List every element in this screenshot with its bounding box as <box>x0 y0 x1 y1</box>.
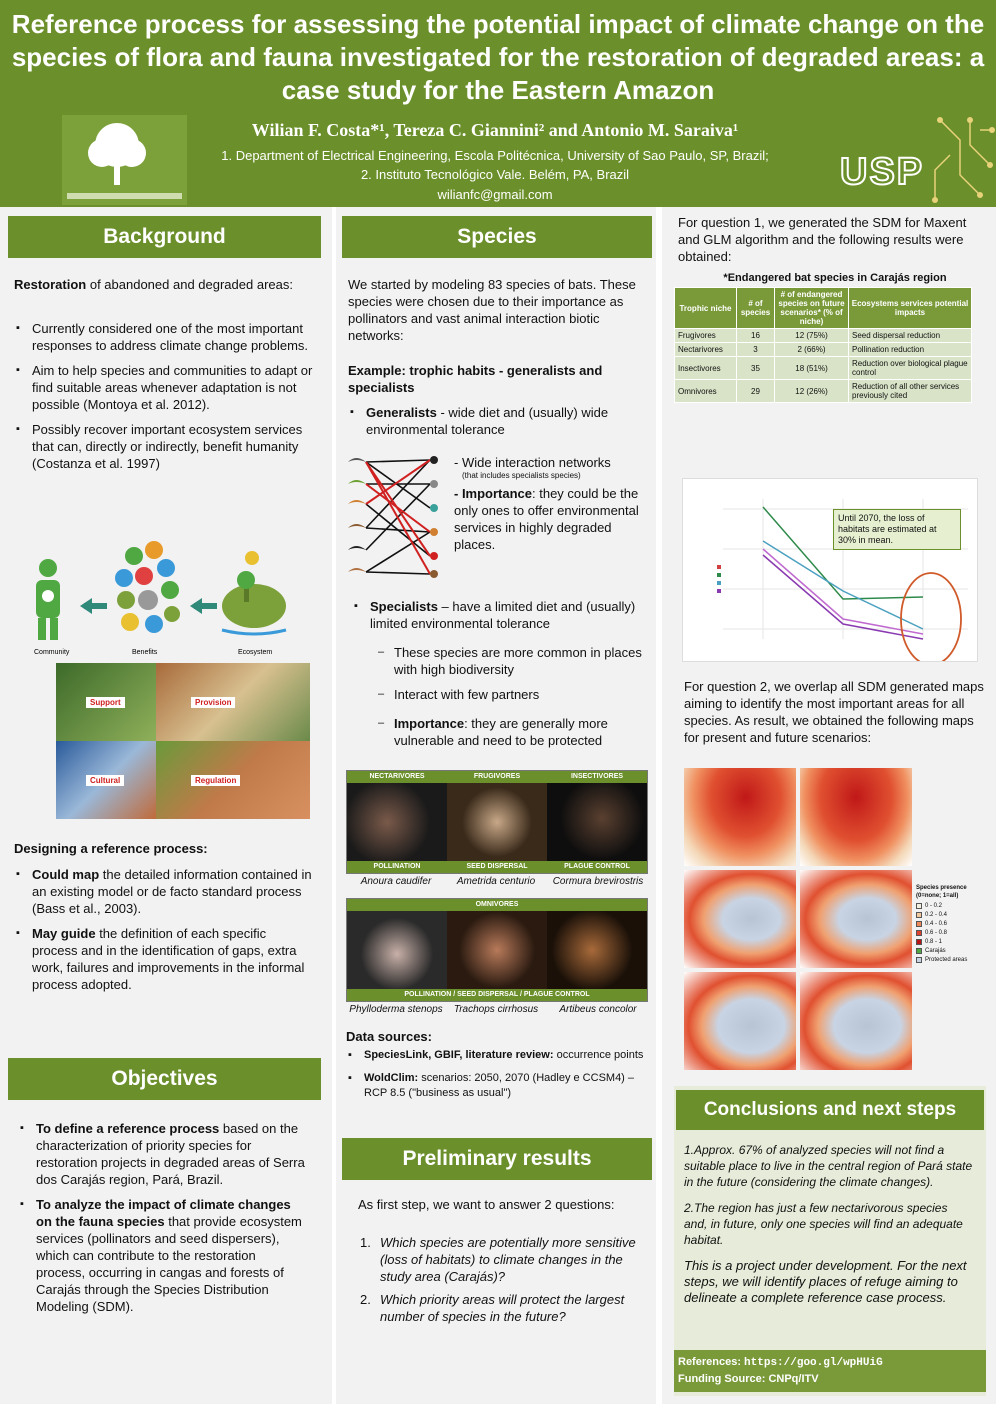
chart-legend <box>717 565 721 593</box>
affiliation-2: 2. Instituto Tecnológico Vale. Belém, PA, Brazil <box>360 167 630 182</box>
sdm-map-2070-maxent <box>684 972 796 1070</box>
conclusions-closing: This is a project under development. For the next steps, we will identify places of refuge aiming to delineate a complete reference case process. <box>684 1258 967 1305</box>
list-item: ▪ To define a reference process based on the characterization of priority species for restoration projects in degraded areas of Serra dos Carajás region, Pará, Brazil. <box>18 1120 308 1188</box>
preliminary-questions <box>360 1234 648 1325</box>
sdm-map-2050-maxent <box>684 870 796 968</box>
list-item: ▪ Generalists - wide diet and (usually) wide environmental tolerance <box>348 404 648 438</box>
legend-label: 0.2 - 0.4 <box>925 912 948 918</box>
list-item: ▪ Currently considered one of the most important responses to address climate change problems. <box>14 320 314 354</box>
ecosystem-services-diagram <box>22 538 292 658</box>
legend-swatch <box>916 912 922 918</box>
network-description: - Wide interaction networks (that includes specialists species) - Importance: they could be the only ones to offer environmental services in highly degraded places. <box>454 455 639 552</box>
list-item: ▪ WoldClim: scenarios: 2050, 2070 (Hadley e CCSM4) – RCP 8.5 ("business as usual") <box>346 1071 646 1101</box>
sdm-map-present-maxent <box>684 768 796 866</box>
table-row: Nectarivores 3 2 (66%) Pollination reduction <box>675 343 972 357</box>
specialists-sub-bullets <box>376 644 648 757</box>
legend-swatch <box>916 939 922 945</box>
affiliation-1: 1. Department of Electrical Engineering, Escola Politécnica, University of Sao Paulo, SP, Brazil; <box>221 148 769 163</box>
list-item: ▪ Possibly recover important ecosystem services that can, directly or indirectly, benefit humanity (Costanza et al. 1997) <box>14 421 314 472</box>
preliminary-results-heading: Preliminary results <box>342 1138 652 1180</box>
circuit-decoration-icon <box>930 115 996 205</box>
objectives-bullets <box>18 1120 308 1323</box>
legend-label: 0.6 - 0.8 <box>925 930 948 936</box>
background-intro: Restoration of abandoned and degraded areas: <box>14 277 293 292</box>
caption-phylloderma: Phylloderma stenops <box>349 1004 443 1015</box>
table-title: *Endangered bat species in Carajás region <box>723 272 947 284</box>
caption-artibeus: Artibeus concolor <box>559 1004 637 1015</box>
references-link[interactable]: https://goo.gl/wpHUiG <box>744 1357 883 1369</box>
bat-photo-phylloderma <box>347 911 447 989</box>
map-legend: Species presence (0=none; 1=all) 0 - 0.2 0.2 - 0.4 0.4 - 0.6 0.6 - 0.8 0.8 - 1 Carajás Protected areas <box>916 884 992 965</box>
poster-title: Reference process for assessing the potential impact of climate change on the species of flora and fauna investigated for the restoration of degraded areas: a case study for the Eastern Amazon <box>11 9 985 105</box>
sdm-map-2070-glm <box>800 972 912 1070</box>
mosaic-label-support: Support <box>86 697 125 708</box>
generalists-bullet <box>348 404 648 446</box>
chart-callout: Until 2070, the loss of habitats are estimated at 30% in mean. <box>833 509 961 550</box>
diagram-label-benefits: Benefits <box>132 649 158 656</box>
specialists-bullet <box>352 598 648 640</box>
table-row: Omnivores 29 12 (26%) Reduction of all other services previously cited <box>675 380 972 403</box>
mosaic-label-cultural: Cultural <box>86 775 124 786</box>
bat-photo-anoura <box>347 783 447 861</box>
caption-ametrida: Ametrida centurio <box>456 876 536 887</box>
question-1-text: For question 1, we generated the SDM for Maxent and GLM algorithm and the following results were obtained: <box>678 215 967 264</box>
ecosystem-services-mosaic <box>56 663 310 819</box>
list-item: 1.Approx. 67% of analyzed species will not find a suitable place to live in the central region of Pará state in the future (considering the climate changes). <box>684 1143 973 1189</box>
list-item: 2. Which priority areas will protect the largest number of species in the future? <box>360 1292 625 1324</box>
legend-item <box>916 920 992 928</box>
list-item: 1. Which species are potentially more sensitive (loss of habitats) to climate changes in the study area (Carajás)? <box>360 1235 636 1284</box>
plant-icons <box>430 456 438 578</box>
legend-swatch <box>916 930 922 936</box>
legend-item <box>916 911 992 919</box>
list-item: 2.The region has just a few nectarivorous species and, in future, only one species will find an adequate habitat. <box>684 1201 963 1247</box>
habitat-loss-chart <box>682 478 978 662</box>
list-item: – Interact with few partners <box>376 686 648 703</box>
legend-item <box>916 938 992 946</box>
legend-swatch <box>916 921 922 927</box>
preliminary-intro: As first step, we want to answer 2 questions: <box>358 1197 615 1212</box>
legend-label: Protected areas <box>925 957 968 963</box>
designing-heading: Designing a reference process: <box>14 841 208 856</box>
background-bullets <box>14 320 314 480</box>
legend-swatch <box>916 948 922 954</box>
diagram-label-ecosystem: Ecosystem <box>238 649 273 656</box>
list-item: – These species are more common in places with high biodiversity <box>376 644 648 678</box>
ecosystem-island-icon <box>222 551 286 634</box>
legend-item <box>916 956 992 964</box>
list-item: ▪ SpeciesLink, GBIF, literature review: occurrence points <box>346 1048 646 1063</box>
sdm-maps-grid <box>684 768 912 1072</box>
bat-silhouette-icons <box>348 458 366 572</box>
objectives-heading: Objectives <box>8 1058 321 1100</box>
legend-label: 0 - 0.2 <box>925 903 943 909</box>
highlight-ellipse <box>901 573 961 661</box>
bat-photo-cormura <box>547 783 647 861</box>
question-2-text: For question 2, we overlap all SDM generated maps aiming to identify the most important areas for all species. As result, we obtained the following maps for present and future scenarios: <box>684 679 984 745</box>
endangered-species-table: Trophic niche # of species # of endangered species on future scenarios* (% of niche) Ecosystems services potential impacts Frugivores 16 12 (75%) Seed dispersal reduction Nectarivores 3 2 (66%) Pollination reduction Insectivores 35 18 (51%) Reduction over biological plague control Omnivores 29 12 (26%) Reduction of all other services previously cited <box>674 287 972 403</box>
references-box: References: https://goo.gl/wpHUiG Funding Source: CNPq/ITV <box>674 1350 986 1392</box>
legend-item <box>916 929 992 937</box>
contact-email: wilianfc@gmail.com <box>437 187 553 202</box>
legend-label: Carajás <box>925 948 946 954</box>
legend-item <box>916 902 992 910</box>
list-item: ▪ Specialists – have a limited diet and (usually) limited environmental tolerance <box>352 598 648 632</box>
conclusions-items <box>684 1142 974 1306</box>
caption-trachops: Trachops cirrhosus <box>453 1004 539 1015</box>
bat-photo-trachops <box>447 911 547 989</box>
diagram-label-community: Community <box>34 649 70 656</box>
background-heading: Background <box>8 216 321 258</box>
sdm-map-present-glm <box>800 768 912 866</box>
species-intro: We started by modeling 83 species of bats. These species were chosen due to their importance as pollinators and vast animal interaction biotic networks: <box>348 277 636 343</box>
data-sources-list <box>346 1048 646 1109</box>
list-item: ▪ May guide the definition of each specific process and in the identification of gaps, extra work, failures and improvements in the informal process adopted. <box>14 925 314 993</box>
benefits-icon-cluster <box>115 541 180 633</box>
bat-photo-ametrida <box>447 783 547 861</box>
list-item: ▪ To analyze the impact of climate changes on the fauna species that provide ecosystem services (pollinators and seed dispersers), which can contribute to the restoration process, occurring in cangas and forests of Carajás through the Species Distribution Modeling (SDM). <box>18 1196 308 1315</box>
list-item: ▪ Aim to help species and communities to adapt or find suitable areas whenever adaptation is not possible (Montoya et al. 2012). <box>14 362 314 413</box>
sdm-map-2050-glm <box>800 870 912 968</box>
usp-logo: USP <box>840 151 925 193</box>
conclusions-heading: Conclusions and next steps <box>676 1090 984 1130</box>
bat-photos-row-2: OMNIVORES POLLINATION / SEED DISPERSAL / PLAGUE CONTROL <box>346 898 648 1002</box>
interaction-network-diagram <box>344 448 450 586</box>
legend-label: 0.4 - 0.6 <box>925 921 948 927</box>
legend-swatch <box>916 957 922 963</box>
mosaic-label-provision: Provision <box>191 697 235 708</box>
data-sources-heading: Data sources: <box>346 1029 432 1044</box>
list-item: – Importance: they are generally more vulnerable and need to be protected <box>376 715 648 749</box>
species-heading: Species <box>342 216 652 258</box>
legend-swatch <box>916 903 922 909</box>
legend-item <box>916 947 992 955</box>
institute-tree-logo <box>62 115 187 205</box>
caption-cormura: Cormura brevirostris <box>552 876 644 887</box>
mosaic-label-regulation: Regulation <box>191 775 240 786</box>
table-row: Frugivores 16 12 (75%) Seed dispersal reduction <box>675 329 972 343</box>
table-row: Insectivores 35 18 (51%) Reduction over biological plague control <box>675 357 972 380</box>
list-item: ▪ Could map the detailed information contained in an existing model or de facto standard process (Bass et al., 2003). <box>14 866 314 917</box>
poster-authors: Wilian F. Costa*¹, Tereza C. Giannini² and Antonio M. Saraiva¹ <box>251 120 739 140</box>
poster-header <box>0 0 996 207</box>
species-example: Example: trophic habits - generalists and specialists <box>348 363 603 395</box>
bat-photos-row-1: NECTARIVORES FRUGIVORES INSECTIVORES POLLINATION SEED DISPERSAL PLAGUE CONTROL <box>346 770 648 874</box>
bat-photo-artibeus <box>547 911 647 989</box>
legend-label: 0.8 - 1 <box>925 939 943 945</box>
designing-bullets <box>14 866 314 1001</box>
caption-anoura: Anoura caudifer <box>360 876 432 887</box>
community-figure-icon <box>36 559 60 640</box>
